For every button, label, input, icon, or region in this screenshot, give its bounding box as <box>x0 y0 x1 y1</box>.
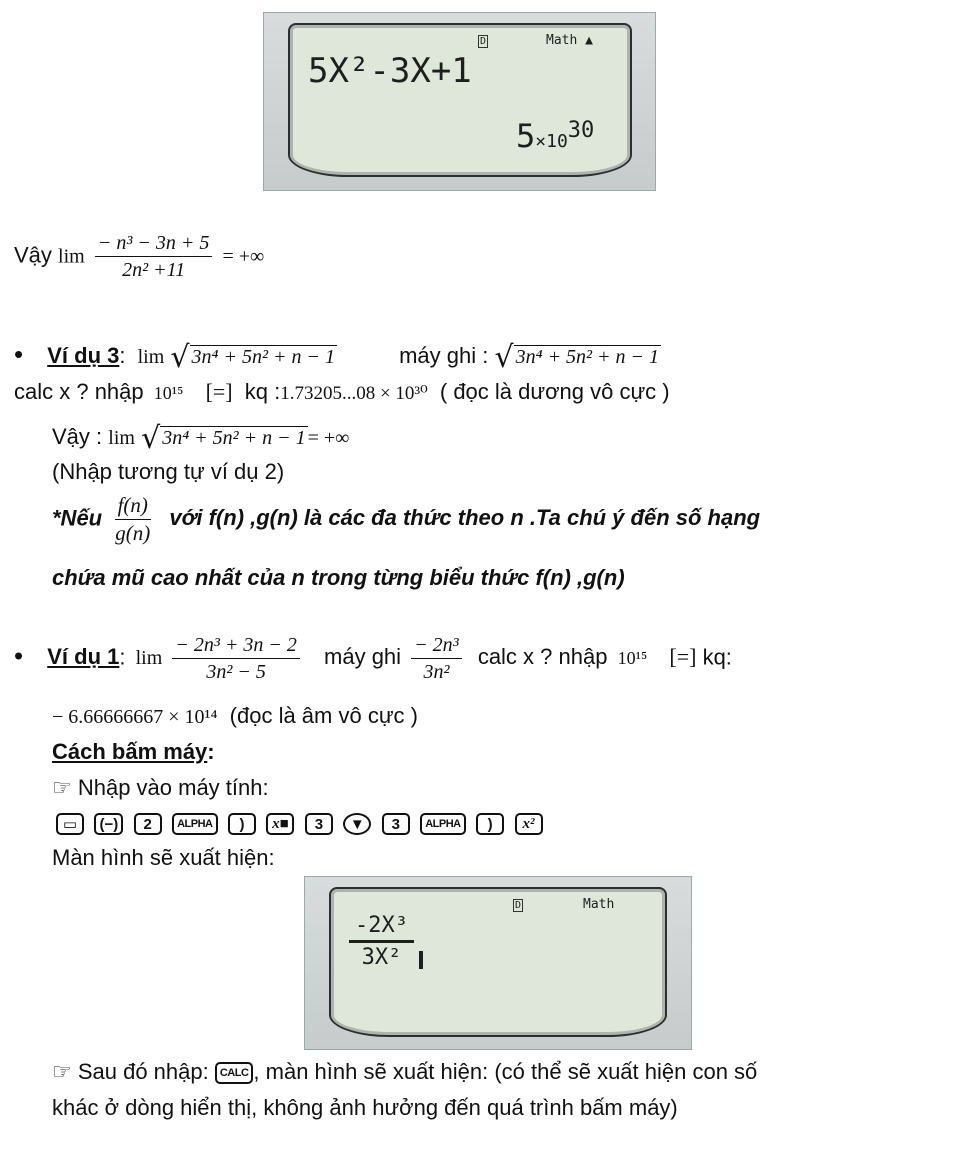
fraction-numerator: − n³ − 3n + 5 <box>95 232 212 257</box>
after-text: , màn hình sẽ xuất hiện: (có thể sẽ xuất hiện con số <box>253 1059 758 1084</box>
result-value: − 6.66666667 × 10¹⁴ <box>52 706 218 728</box>
lcd-cursor <box>419 951 423 969</box>
input-value: 10¹⁵ <box>617 648 648 669</box>
vay-label: Vậy <box>14 242 52 268</box>
square-key: x² <box>515 813 543 835</box>
lcd-panel <box>288 23 632 177</box>
fraction-denominator: g(n) <box>115 521 151 546</box>
example-3-calc-line <box>14 380 670 405</box>
lcd-numerator: -2X³ <box>349 913 414 943</box>
equals-key: [=] <box>669 644 697 670</box>
key-2: 2 <box>134 813 162 835</box>
fraction-denominator: 3n² − 5 <box>206 661 266 683</box>
lcd-indicator-d: D <box>480 36 487 47</box>
man-hinh-line: Màn hình sẽ xuất hiện: <box>52 845 275 870</box>
limit-fraction <box>172 634 299 683</box>
lim-symbol: lim <box>58 245 85 268</box>
fraction-numerator: − 2n³ <box>411 634 462 659</box>
lcd-result-exp: 30 <box>567 118 595 143</box>
alpha-key: ALPHA <box>420 813 465 835</box>
limit-result: = +∞ <box>307 427 350 449</box>
colon: : <box>119 343 126 368</box>
calc-instruction: calc x ? nhập <box>14 379 144 404</box>
rule-line-1 <box>52 494 760 545</box>
fraction-numerator: f(n) <box>115 494 151 520</box>
colon: : <box>119 644 126 670</box>
example-3-line <box>14 340 661 374</box>
lcd-fraction <box>349 913 414 970</box>
fraction-denominator: 3n² <box>423 661 450 683</box>
fraction-denominator: 2n² +11 <box>122 259 186 281</box>
nhap-vao-line: ☞ Nhập vào máy tính: <box>52 775 269 800</box>
key-3: 3 <box>382 813 410 835</box>
lim-symbol: lim <box>108 427 135 449</box>
close-paren-key: ) <box>476 813 504 835</box>
input-value: 10¹⁵ <box>153 383 184 403</box>
sqrt-icon: √ <box>141 421 161 456</box>
lcd-indicator-math: Math ▲ <box>546 33 593 48</box>
kq-label: kq: <box>702 644 732 670</box>
key-3: 3 <box>305 813 333 835</box>
after-line-2: khác ở dòng hiển thị, không ảnh hưởng đến quá trình bấm máy) <box>52 1095 678 1120</box>
lim-symbol: lim <box>137 346 165 368</box>
may-ghi-label: máy ghi : <box>399 343 489 368</box>
power-key: x■ <box>266 813 294 835</box>
limit-result: = +∞ <box>222 245 265 268</box>
calculator-screen-1 <box>263 12 656 191</box>
rule-prefix: *Nếu <box>52 505 103 531</box>
lcd-expression: 5X²-3X+1 <box>308 51 472 91</box>
lcd-result-x10: ×10 <box>535 131 568 152</box>
sqrt-icon: √ <box>494 340 514 375</box>
vay-label: Vậy : <box>52 424 103 449</box>
rule-line-2: chứa mũ cao nhất của n trong từng biểu thức f(n) ,g(n) <box>52 565 625 590</box>
sqrt-icon: √ <box>170 340 190 375</box>
lcd-result-mantissa: 5 <box>516 117 536 155</box>
simplified-fraction <box>411 634 462 683</box>
lim-symbol: lim <box>135 647 163 670</box>
example-3-note: (Nhập tương tự ví dụ 2) <box>52 459 285 484</box>
negative-key: (−) <box>94 813 123 835</box>
radicand: 3n⁴ + 5n² + n − 1 <box>162 427 306 449</box>
lcd-result <box>516 117 594 155</box>
lcd-indicator-d: D <box>515 900 522 911</box>
rule-fraction <box>112 494 153 545</box>
colon: : <box>207 739 215 764</box>
lcd-panel <box>329 887 667 1037</box>
after-prefix: ☞ Sau đó nhập: <box>52 1059 209 1084</box>
conclusion-line-1 <box>14 232 264 281</box>
radicand-2: 3n⁴ + 5n² + n − 1 <box>515 346 660 368</box>
equals-key: [=] <box>205 379 233 404</box>
cach-bam-heading <box>52 740 215 764</box>
lcd-denominator: 3X² <box>361 945 402 970</box>
example-1-title: Ví dụ 1 <box>47 644 120 670</box>
result-note: (đọc là âm vô cực ) <box>229 703 418 728</box>
kq-label: kq : <box>244 379 281 404</box>
example-3-title: Ví dụ 3 <box>47 343 120 368</box>
example-1-line <box>14 634 732 683</box>
kq-note: ( đọc là dương vô cực ) <box>439 379 670 404</box>
key-sequence <box>56 813 549 835</box>
down-arrow-key: ▼ <box>343 813 371 835</box>
kq-value: 1.73205...08 × 10³⁰ <box>280 383 428 404</box>
alpha-key: ALPHA <box>172 813 217 835</box>
lcd-indicator-math: Math <box>583 897 615 912</box>
after-line-1 <box>52 1060 757 1084</box>
fraction-numerator: − 2n³ + 3n − 2 <box>172 634 299 659</box>
calc-key: CALC <box>215 1062 254 1084</box>
limit-fraction <box>95 232 212 281</box>
bullet: • <box>14 339 24 369</box>
bullet: • <box>14 640 24 671</box>
radicand: 3n⁴ + 5n² + n − 1 <box>191 346 335 368</box>
fraction-key: ▭ <box>56 813 84 835</box>
cach-bam-title: Cách bấm máy <box>52 739 208 764</box>
rule-text: với f(n) ,g(n) là các đa thức theo n .Ta chú ý đến số hạng <box>169 505 761 531</box>
may-ghi-label: máy ghi <box>324 644 402 670</box>
calc-instruction: calc x ? nhập <box>477 644 608 670</box>
example-1-result <box>52 704 418 728</box>
calculator-screen-2 <box>304 876 692 1050</box>
example-3-conclusion <box>52 422 349 455</box>
close-paren-key: ) <box>228 813 256 835</box>
